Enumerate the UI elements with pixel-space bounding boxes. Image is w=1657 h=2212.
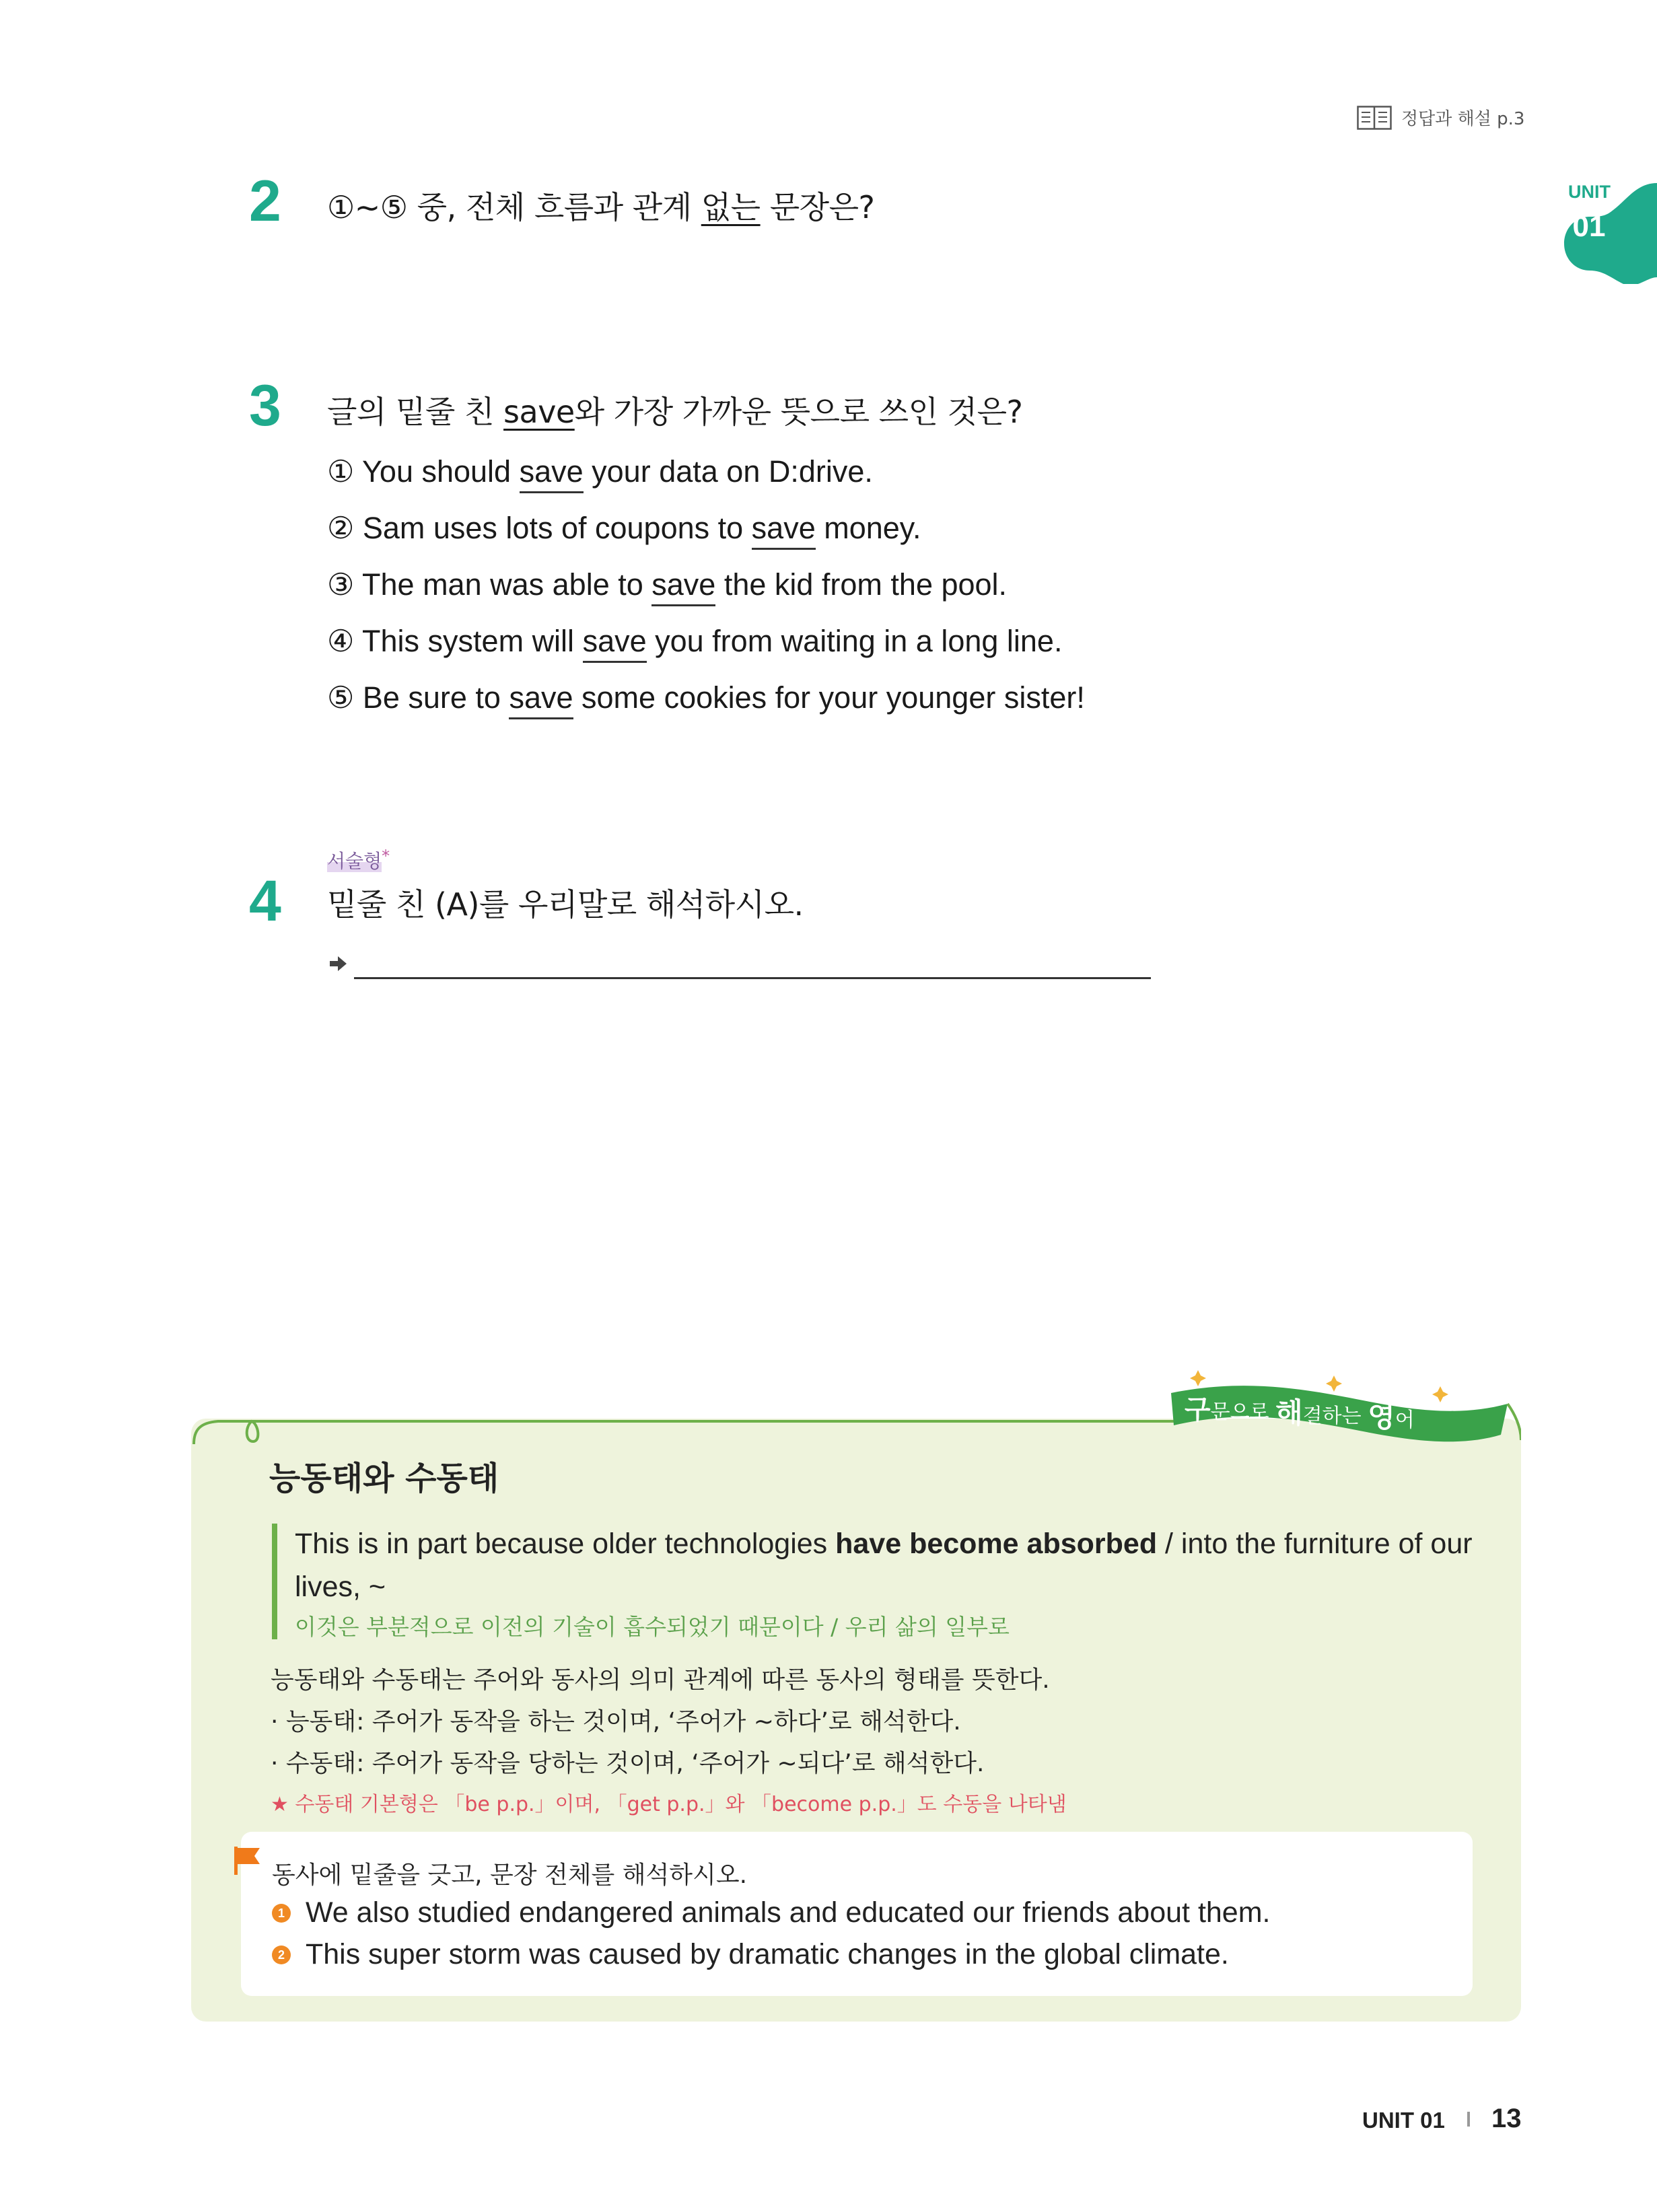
svg-text:구문으로 해결하는 영어: 구문으로 해결하는 영어 xyxy=(1185,1394,1415,1433)
grammar-title: 능동태와 수동태 xyxy=(269,1460,499,1497)
question-2-underlined: 없는 xyxy=(701,189,761,225)
example-sentence: This is in part because older technologies have become absorbed / into the furniture of our lives, ~ xyxy=(295,1528,1473,1603)
explanation-line: 능동태와 수동태는 주어와 동사의 의미 관계에 따른 동사의 형태를 뜻한다. xyxy=(271,1666,1050,1694)
unit-label: UNIT xyxy=(1568,182,1611,202)
exercise-item: 2 This super storm was caused by dramatic changes in the global climate. xyxy=(272,1938,1229,1971)
quote-bar xyxy=(272,1524,277,1639)
question-3-number: 3 xyxy=(249,373,281,438)
question-3-underlined: save xyxy=(503,394,575,430)
number-badge: 2 xyxy=(272,1946,291,1964)
question-3-option: ③ The man was able to save the kid from the pool. xyxy=(327,567,1007,606)
question-3-option: ⑤ Be sure to save some cookies for your younger sister! xyxy=(327,680,1085,719)
footer-divider xyxy=(1467,2112,1470,2127)
explanation-line: · 능동태: 주어가 동작을 하는 것이며, ‘주어가 ~하다’로 해석한다. xyxy=(271,1708,961,1736)
number-badge: 1 xyxy=(272,1904,291,1923)
exercise-instruction: 동사에 밑줄을 긋고, 문장 전체를 해석하시오. xyxy=(272,1861,748,1889)
question-3-text: 글의 밑줄 친 save와 가장 가까운 뜻으로 쓰인 것은? xyxy=(327,394,1023,430)
question-3-option: ④ This system will save you from waiting in a long line. xyxy=(327,623,1062,663)
page-number: 13 xyxy=(1491,2104,1522,2133)
question-2-number: 2 xyxy=(249,169,281,234)
answer-reference xyxy=(1357,105,1524,130)
question-3-option: ① You should save your data on D:drive. xyxy=(327,454,873,493)
note-text: ★ 수동태 기본형은 「be p.p.」이며, 「get p.p.」와 「become p.p.」도 수동을 나타냄 xyxy=(271,1793,1067,1816)
essay-tag: 서술형* xyxy=(327,847,390,872)
example-translation: 이것은 부분적으로 이전의 기술이 흡수되었기 때문이다 / 우리 삶의 일부로 xyxy=(295,1614,1010,1640)
question-2-text: ①~⑤ 중, 전체 흐름과 관계 없는 문장은? xyxy=(327,189,875,225)
answer-line[interactable] xyxy=(354,977,1151,979)
unit-number: 01 xyxy=(1572,210,1606,243)
question-3-option: ② Sam uses lots of coupons to save money. xyxy=(327,510,921,550)
book-icon xyxy=(1357,106,1392,130)
ribbon-banner xyxy=(1158,1353,1521,1467)
question-4-text: 밑줄 친 (A)를 우리말로 해석하시오. xyxy=(327,886,804,923)
explanation-line: · 수동태: 주어가 동작을 당하는 것이며, ‘주어가 ~되다’로 해석한다. xyxy=(271,1750,985,1777)
footer-unit: UNIT 01 xyxy=(1362,2108,1445,2133)
flag-icon xyxy=(233,1845,262,1876)
answer-reference-text: 정답과 해설 p.3 xyxy=(1401,109,1525,129)
question-4-number: 4 xyxy=(249,869,281,933)
box-top-curl xyxy=(191,1406,1185,1447)
arrow-right-icon xyxy=(327,953,349,974)
exercise-item: 1 We also studied endangered animals and educated our friends about them. xyxy=(272,1896,1271,1929)
